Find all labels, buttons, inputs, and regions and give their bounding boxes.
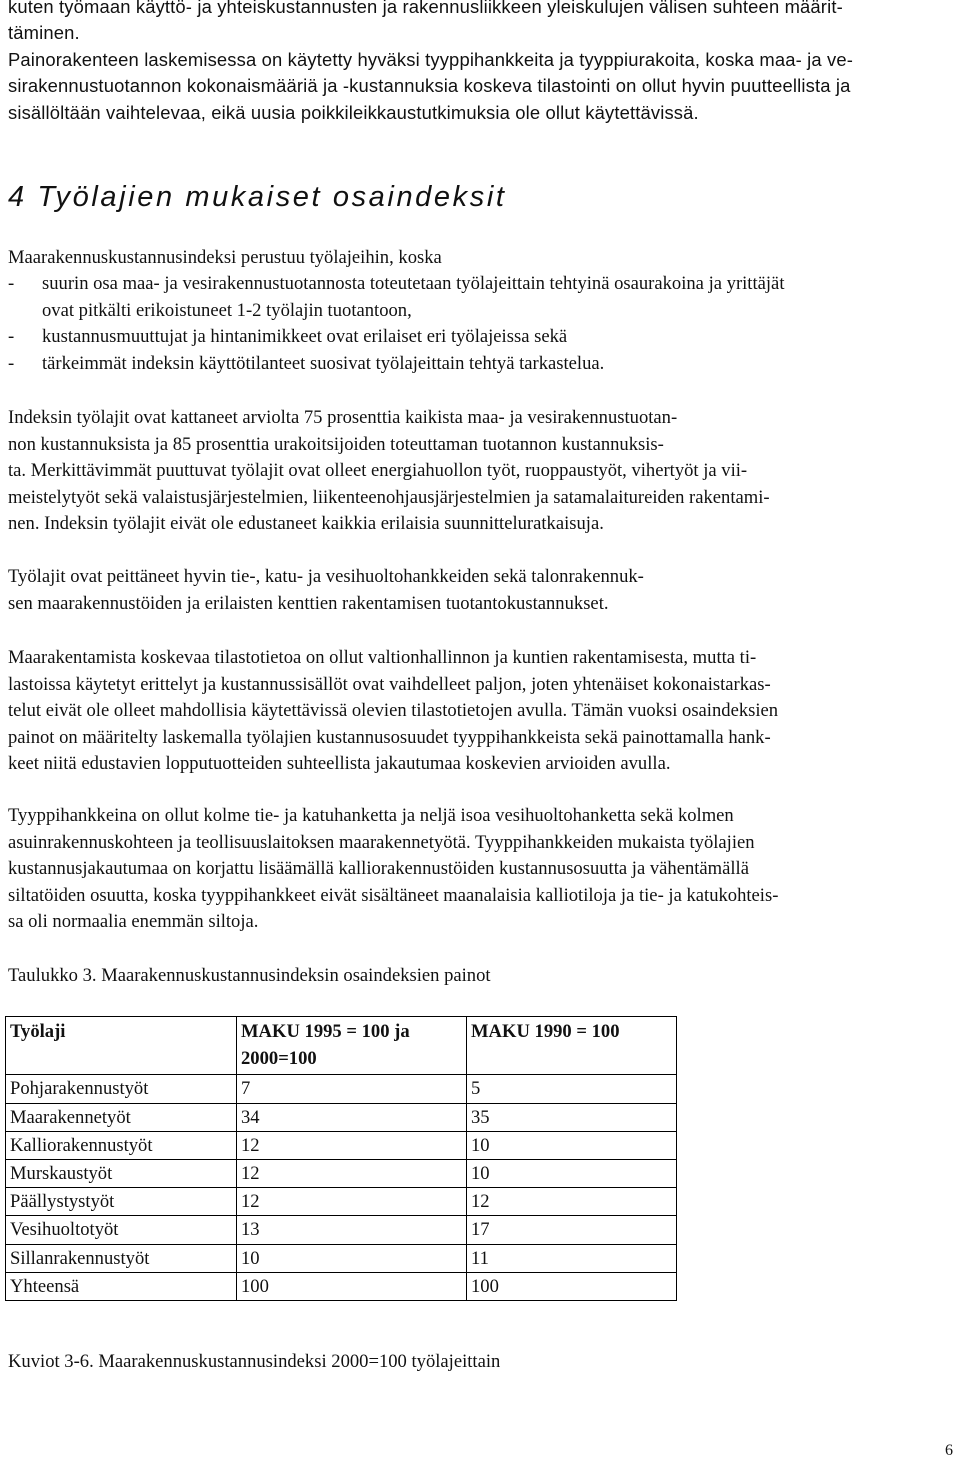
table-cell: 12 [237, 1131, 467, 1159]
table-cell: Päällystystyöt [6, 1188, 237, 1216]
bullet-item [8, 271, 956, 324]
lead-sentence [8, 245, 956, 272]
table-cell: Sillanrakennustyöt [6, 1244, 237, 1272]
table-cell: 7 [237, 1075, 467, 1103]
table-cell: 10 [467, 1131, 677, 1159]
text-line: keet niitä edustavien lopputuotteiden suhteellista jakautumaa koskevien arvioiden avulla. [8, 753, 671, 775]
table-cell: Maarakennetyöt [6, 1103, 237, 1131]
text-line: Tyyppihankkeina on ollut kolme tie- ja katuhanketta ja neljä isoa vesihuoltohanketta sekä kolmen [8, 805, 734, 826]
table-cell: Pohjarakennustyöt [6, 1075, 237, 1103]
table-row [6, 1244, 677, 1272]
text-line: lastoissa käytetyt erittelyt ja kustannussisällöt ovat vaihdelleet paljon, joten yhtenäiset kokonaistarkas- [8, 673, 771, 695]
text-line: Maarakennuskustannusindeksi perustuu työlajeihin, koska [8, 247, 442, 268]
text-line: suurin osa maa- ja vesirakennustuotannosta toteutetaan työlajeittain tehtyinä osaurakoina ja yrittäjät [42, 273, 785, 294]
weights-table [5, 1016, 677, 1301]
bullet-item [8, 324, 956, 351]
paragraph-scope [8, 564, 956, 617]
text-line: ovat pitkälti erikoistuneet 1-2 työlajin tuotantoon, [42, 299, 412, 321]
table-row-total [6, 1272, 677, 1300]
table-cell: 100 [467, 1272, 677, 1300]
text-line: Painorakenteen laskemisessa on käytetty hyväksi tyyppihankkeita ja tyyppiurakoita, koska maa- ja ve- [8, 48, 854, 70]
table-row [6, 1075, 677, 1103]
table-row [6, 1216, 677, 1244]
text-line: täminen. [8, 22, 80, 44]
table-cell: Vesihuoltotyöt [6, 1216, 237, 1244]
text-line: kustannusjakautumaa on korjattu lisäämällä kalliorakennustöiden kustannusosuutta ja vähentämällä [8, 858, 749, 880]
paragraph-statistics [8, 645, 956, 778]
text-line: painot on määritelty laskemalla työlajien kustannusosuudet tyyppihankkeista sekä painottamalla hank- [8, 726, 771, 748]
bullet-marker: - [8, 326, 15, 348]
table-cell: 10 [237, 1244, 467, 1272]
paragraph-coverage [8, 405, 956, 538]
bullet-list [8, 271, 956, 377]
table-cell: 17 [467, 1216, 677, 1244]
table-cell: 100 [237, 1272, 467, 1300]
table-cell: 34 [237, 1103, 467, 1131]
table-cell: 5 [467, 1075, 677, 1103]
text-line: kuten työmaan käyttö- ja yhteiskustannusten ja rakennusliikkeen yleiskulujen välisen suhteen määrit- [8, 0, 843, 17]
text-line: sisällöltään vaihtelevaa, eikä uusia poikkileikkaustutkimuksia ole ollut käytettävissä. [8, 101, 699, 123]
text-line: telut eivät ole olleet mahdollisia käytettävissä olevien tilastotietojen avulla. Tämän vuoksi osaindeksien [8, 700, 779, 722]
intro-paragraph [8, 0, 953, 126]
table-cell: 10 [467, 1160, 677, 1188]
text-line: tärkeimmät indeksin käyttötilanteet suosivat työlajeittain tehtyä tarkastelua. [42, 352, 605, 374]
text-line: nen. Indeksin työlajit eivät ole edustaneet kaikkia erilaisia suunnitteluratkaisuja. [8, 513, 604, 535]
header-cell-maku-1990: MAKU 1990 = 100 [467, 1017, 677, 1075]
header-cell-maku-1995: MAKU 1995 = 100 ja 2000=100 [237, 1017, 467, 1075]
bullet-marker: - [8, 352, 15, 374]
text-line: sen maarakennustöiden ja erilaisten kenttien rakentamisen tuotantokustannukset. [8, 592, 609, 614]
table-header-row [6, 1017, 677, 1075]
table-cell: 12 [237, 1160, 467, 1188]
table-cell: 12 [237, 1188, 467, 1216]
table-cell: 13 [237, 1216, 467, 1244]
header-cell-worktype: Työlaji [6, 1017, 237, 1075]
table-cell: 12 [467, 1188, 677, 1216]
table-cell: 35 [467, 1103, 677, 1131]
table-row [6, 1131, 677, 1159]
section-heading: 4 Työlajien mukaiset osaindeksit [8, 181, 507, 213]
text-line: ta. Merkittävimmät puuttuvat työlajit ovat olleet energiahuollon työt, ruoppaustyöt, vihertyöt ja vii- [8, 460, 748, 482]
text-line: meistelytyöt sekä valaistusjärjestelmien, liikenteenohjausjärjestelmien ja satamalaitureiden rakentami- [8, 486, 770, 508]
table-row [6, 1160, 677, 1188]
table-row [6, 1188, 677, 1216]
table-cell: Yhteensä [6, 1272, 237, 1300]
text-line: kustannusmuuttujat ja hintanimikkeet ovat erilaiset eri työlajeissa sekä [42, 326, 568, 348]
text-line: sa oli normaalia enemmän siltoja. [8, 911, 259, 933]
text-line: Indeksin työlajit ovat kattaneet arviolta 75 prosenttia kaikista maa- ja vesirakennustuotan- [8, 407, 678, 428]
text-line: siltatöiden osuutta, koska tyyppihankkeet eivät sisältäneet maanalaisia kalliotiloja ja tie- ja katukohteis- [8, 884, 779, 906]
text-line: sirakennustuotannon kokonaismääriä ja -kustannuksia koskeva tilastointi on ollut hyvin puutteellista ja [8, 75, 851, 97]
paragraph-type-projects [8, 803, 956, 936]
text-line: Työlajit ovat peittäneet hyvin tie-, katu- ja vesihuoltohankkeiden sekä talonrakennuk- [8, 566, 644, 587]
bullet-marker: - [8, 273, 15, 294]
bullet-item [8, 351, 956, 378]
text-line: non kustannuksista ja 85 prosenttia urakoitsijoiden toteuttaman tuotannon kustannuksis- [8, 433, 664, 455]
page-number: 6 [945, 1442, 953, 1459]
figure-caption: Kuviot 3-6. Maarakennuskustannusindeksi 2000=100 työlajeittain [8, 1351, 501, 1372]
table-row [6, 1103, 677, 1131]
table-caption: Taulukko 3. Maarakennuskustannusindeksin osaindeksien painot [8, 965, 491, 986]
table-cell: Murskaustyöt [6, 1160, 237, 1188]
table-cell: 11 [467, 1244, 677, 1272]
text-line: asuinrakennuskohteen ja teollisuuslaitoksen maarakennetyötä. Tyyppihankkeiden mukaista työlajien [8, 831, 755, 853]
table-cell: Kalliorakennustyöt [6, 1131, 237, 1159]
text-line: Maarakentamista koskevaa tilastotietoa on ollut valtionhallinnon ja kuntien rakentamisesta, mutta ti- [8, 647, 757, 668]
